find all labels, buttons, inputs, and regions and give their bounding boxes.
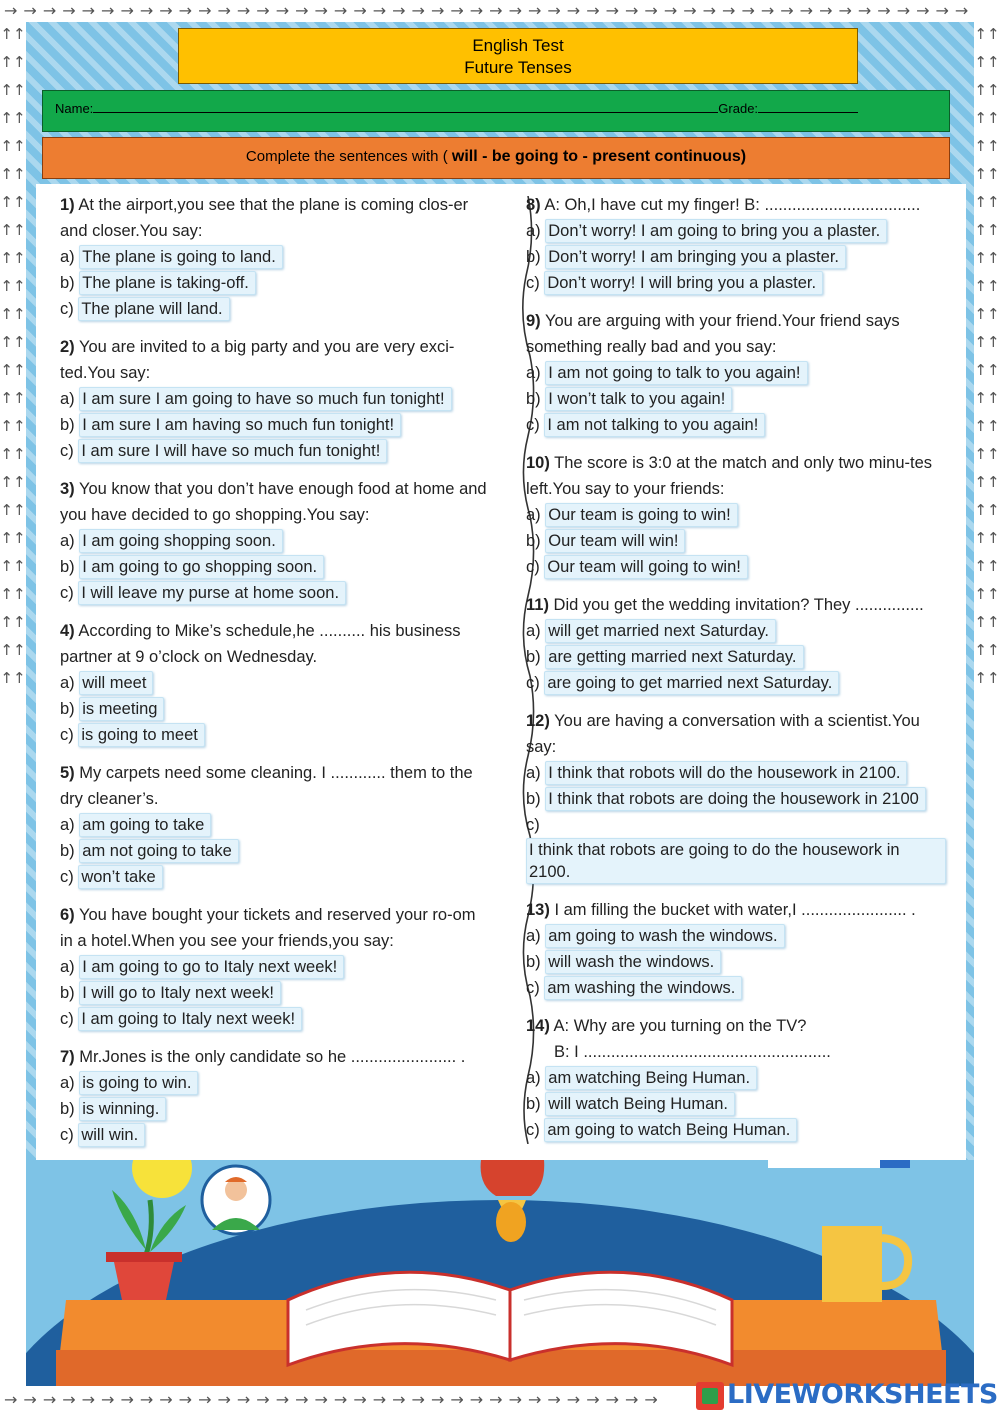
answer-option[interactable] [60,1122,490,1148]
option-letter: a) [60,532,75,550]
question-text: You are invited to a big party and you are very exci-ted.You say: [60,338,455,382]
grade-field[interactable] [758,99,858,113]
option-letter: b) [60,558,75,576]
answer-option[interactable] [60,696,490,722]
question-stem [60,760,490,812]
question-number: 8) [526,196,541,214]
title-line-2: Future Tenses [464,58,572,77]
answer-option[interactable] [526,270,946,296]
grade-label: Grade: [718,101,759,116]
option-letter: a) [60,816,75,834]
option-letter: b) [60,984,75,1002]
answer-option[interactable] [526,975,946,1001]
option-letter: b) [60,416,75,434]
option-text[interactable]: is going to win. [79,1071,198,1095]
answer-option[interactable] [60,1070,490,1096]
answer-option[interactable] [526,1091,946,1117]
answer-option[interactable] [526,670,946,696]
option-letter: b) [60,700,75,718]
question-block [60,760,490,890]
answer-option[interactable] [526,244,946,270]
question-block [60,192,490,322]
liveworksheets-logo[interactable] [696,1378,998,1412]
option-text[interactable]: I won’t talk to you again! [545,387,732,411]
title-box [178,28,858,84]
option-letter: b) [526,953,541,971]
name-label: Name: [55,101,94,116]
answer-option[interactable] [526,923,946,949]
option-text[interactable]: I am going shopping soon. [79,529,283,553]
bottom-arrow-border: →→→→→→→→→→→→→→→→→→→→→→→→→→→→→→→→→→ [4,1390,664,1409]
option-text[interactable]: I am going to Italy next week! [78,1007,302,1031]
question-stem [526,592,946,618]
teacher-avatar [202,1166,270,1234]
answer-option[interactable] [526,554,946,580]
question-stem [526,450,946,502]
question-text: My carpets need some cleaning. I ............ them to the dry cleaner’s. [60,764,473,808]
answer-option[interactable] [60,386,490,412]
option-text[interactable]: am washing the windows. [544,976,742,1000]
answer-option[interactable] [526,218,946,244]
question-text: A: Oh,I have cut my finger! B: .................................. [544,196,921,214]
option-text[interactable]: will meet [79,671,153,695]
question-stem [60,618,490,670]
screen-edge [768,1160,880,1168]
instruction-bold: will - be going to - present continuous) [451,148,747,165]
option-letter: c) [526,558,540,576]
answer-option[interactable] [526,502,946,528]
question-text-line-2: B: I ...................................................... [554,1043,831,1061]
question-number: 2) [60,338,75,356]
option-text[interactable]: am watching Being Human. [545,1066,757,1090]
question-number: 10) [526,454,550,472]
question-number: 1) [60,196,75,214]
answer-option[interactable] [526,386,946,412]
option-text[interactable]: won’t take [78,865,162,889]
question-text: According to Mike’s schedule,he .......... his business partner at 9 o’clock on Wednesday. [60,622,461,666]
option-letter: b) [526,532,541,550]
questions-paper [36,184,966,1160]
question-text: You are having a conversation with a scientist.You say: [526,712,920,756]
question-text: A: Why are you turning on the TV? [553,1017,807,1035]
option-text[interactable]: Our team is going to win! [545,503,738,527]
option-letter: b) [526,390,541,408]
question-stem [526,708,946,760]
question-text: At the airport,you see that the plane is coming clos-er and closer.You say: [60,196,469,240]
option-text[interactable]: I will go to Italy next week! [79,981,281,1005]
question-block [60,618,490,748]
answer-option[interactable] [60,954,490,980]
option-text[interactable]: The plane is taking-off. [79,271,256,295]
question-stem [60,476,490,528]
question-number: 11) [526,596,549,614]
option-letter: b) [60,842,75,860]
answer-option[interactable] [60,244,490,270]
instruction-prefix: Complete the sentences with ( [245,148,448,165]
option-letter: c) [60,442,74,460]
left-arrow-border: ↑↑↑↑↑↑↑↑↑↑↑↑↑↑↑↑↑↑↑↑↑↑↑↑↑↑↑↑↑↑↑↑↑↑↑↑↑↑↑↑↑↑↑↑↑↑↑↑ [0,25,26,687]
answer-option[interactable] [60,722,490,748]
answer-option[interactable] [60,554,490,580]
question-number: 3) [60,480,75,498]
option-text[interactable]: am going to take [79,813,211,837]
left-question-column [60,192,490,1160]
question-text: Did you get the wedding invitation? They ............... [553,596,924,614]
option-text[interactable]: is going to meet [78,723,204,747]
answer-option[interactable] [526,760,946,786]
question-text: I am filling the bucket with water,I ....................... . [554,901,916,919]
answer-option[interactable] [60,838,490,864]
option-letter: a) [60,390,75,408]
option-letter: a) [60,248,75,266]
question-block [526,192,946,296]
option-text[interactable]: are getting married next Saturday. [545,645,803,669]
option-text[interactable]: Don’t worry! I will bring you a plaster. [544,271,823,295]
answer-option[interactable] [60,670,490,696]
option-letter: c) [526,674,540,692]
question-stem [60,192,490,244]
option-letter: c) [60,584,74,602]
option-text[interactable]: I am not talking to you again! [544,413,765,437]
option-letter: a) [60,1074,75,1092]
answer-option[interactable] [60,980,490,1006]
option-text[interactable]: I think that robots will do the housework in 2100. [545,761,907,785]
question-text: You have bought your tickets and reserved your ro-om in a hotel.When you see your friends,you say: [60,906,476,950]
option-text[interactable]: Don’t worry! I am going to bring you a plaster. [545,219,887,243]
right-question-column [526,192,946,1155]
question-stem [526,192,946,218]
option-text[interactable]: am going to watch Being Human. [544,1118,797,1142]
answer-option[interactable] [60,438,490,464]
question-number: 4) [60,622,75,640]
option-text[interactable]: are going to get married next Saturday. [544,671,839,695]
option-text[interactable]: I am not going to talk to you again! [545,361,807,385]
option-letter: a) [526,622,541,640]
option-letter: b) [60,1100,75,1118]
option-letter: a) [526,506,541,524]
question-block [526,708,946,885]
answer-option[interactable] [60,1096,490,1122]
option-text[interactable]: will watch Being Human. [545,1092,735,1116]
option-letter: b) [526,790,541,808]
top-arrow-border: →→→→→→→→→→→→→→→→→→→→→→→→→→→→→→→→→→→→→→→→→→→→→→→→→→ [4,1,975,20]
name-grade-bar [42,90,950,132]
right-arrow-border: ↑↑↑↑↑↑↑↑↑↑↑↑↑↑↑↑↑↑↑↑↑↑↑↑↑↑↑↑↑↑↑↑↑↑↑↑↑↑↑↑↑↑↑↑↑↑↑↑ [974,25,1000,687]
option-text[interactable]: am not going to take [79,839,239,863]
instruction-bar [42,137,950,179]
answer-option[interactable] [526,618,946,644]
answer-option[interactable] [526,412,946,438]
option-text[interactable]: The plane will land. [78,297,229,321]
option-letter: c) [60,726,74,744]
logo-mark-icon [696,1382,724,1410]
option-text[interactable]: will wash the windows. [545,950,721,974]
question-block [526,450,946,580]
logo-text: LIVEWORKSHEETS [727,1379,998,1410]
question-number: 5) [60,764,75,782]
option-text[interactable]: Don’t worry! I am bringing you a plaster. [545,245,846,269]
question-text: Mr.Jones is the only candidate so he ....................... . [79,1048,466,1066]
option-text[interactable]: Our team will going to win! [544,555,748,579]
answer-option[interactable] [60,864,490,890]
question-text: You know that you don’t have enough food at home and you have decided to go shopping.You say: [60,480,487,524]
option-letter: c) [60,868,74,886]
option-letter: c) [60,1010,74,1028]
answer-option[interactable] [60,296,490,322]
title-line-1: English Test [472,36,564,55]
option-text[interactable]: I am going to go shopping soon. [79,555,324,579]
question-text: The score is 3:0 at the match and only two minu-tes left.You say to your friends: [526,454,933,498]
answer-option[interactable] [526,360,946,386]
question-number: 6) [60,906,75,924]
answer-option[interactable] [526,1117,946,1143]
question-stem [526,308,946,360]
name-field[interactable] [93,99,718,113]
question-block [60,334,490,464]
question-number: 7) [60,1048,75,1066]
option-letter: a) [60,674,75,692]
option-letter: c) [60,1126,74,1144]
rocket-glow [496,1202,526,1242]
option-text[interactable]: The plane is going to land. [79,245,283,269]
question-block [526,897,946,1001]
option-letter: a) [526,222,541,240]
option-text[interactable]: I am sure I am going to have so much fun tonight! [79,387,451,411]
question-block [526,308,946,438]
answer-option[interactable] [60,528,490,554]
option-letter: c) [60,300,74,318]
option-letter: b) [526,648,541,666]
answer-option[interactable] [60,812,490,838]
answer-option[interactable] [60,580,490,606]
question-stem [526,897,946,923]
option-text[interactable]: am going to wash the windows. [545,924,784,948]
answer-option[interactable] [526,528,946,554]
answer-option[interactable] [526,1065,946,1091]
option-text[interactable]: I am going to go to Italy next week! [79,955,344,979]
answer-option[interactable] [526,786,946,812]
option-letter: a) [526,364,541,382]
option-letter: c) [526,274,540,292]
question-text: You are arguing with your friend.Your friend says something really bad and you say: [526,312,900,356]
question-number: 12) [526,712,550,730]
question-number: 13) [526,901,550,919]
rocket-body [481,1160,545,1196]
screen-edge-blue [880,1160,910,1168]
option-text[interactable]: I think that robots are going to do the housework in 2100. [526,838,946,884]
option-letter: c) [526,416,540,434]
answer-option[interactable] [60,1006,490,1032]
option-letter: a) [526,764,541,782]
question-number: 9) [526,312,541,330]
option-letter: b) [526,1095,541,1113]
option-text[interactable]: I am sure I am having so much fun tonight! [79,413,401,437]
question-number: 14) [526,1017,550,1035]
option-text[interactable]: is winning. [79,1097,166,1121]
answer-option[interactable] [526,644,946,670]
option-letter: c) [526,979,540,997]
option-text[interactable]: I think that robots are doing the housework in 2100 [545,787,926,811]
option-letter: a) [60,958,75,976]
answer-option[interactable] [60,270,490,296]
question-stem [60,334,490,386]
option-text[interactable]: I am sure I will have so much fun tonight! [78,439,387,463]
question-stem [526,1013,946,1039]
question-block [526,592,946,696]
answer-option[interactable] [60,412,490,438]
option-letter: c) [526,1121,540,1139]
answer-option[interactable] [526,949,946,975]
option-text[interactable]: will win. [78,1123,145,1147]
question-stem [60,1044,490,1070]
question-block [60,476,490,606]
option-letter: b) [526,248,541,266]
option-letter: a) [526,1069,541,1087]
option-text[interactable]: I will leave my purse at home soon. [78,581,346,605]
question-stem [60,902,490,954]
question-block [60,1044,490,1148]
option-letter: c) [526,816,540,834]
option-letter: a) [526,927,541,945]
option-text[interactable]: will get married next Saturday. [545,619,776,643]
desk-illustration [26,1160,974,1386]
question-block [60,902,490,1032]
option-text[interactable]: is meeting [79,697,164,721]
option-letter: b) [60,274,75,292]
answer-option[interactable] [526,812,946,885]
question-block [526,1013,946,1143]
option-text[interactable]: Our team will win! [545,529,685,553]
